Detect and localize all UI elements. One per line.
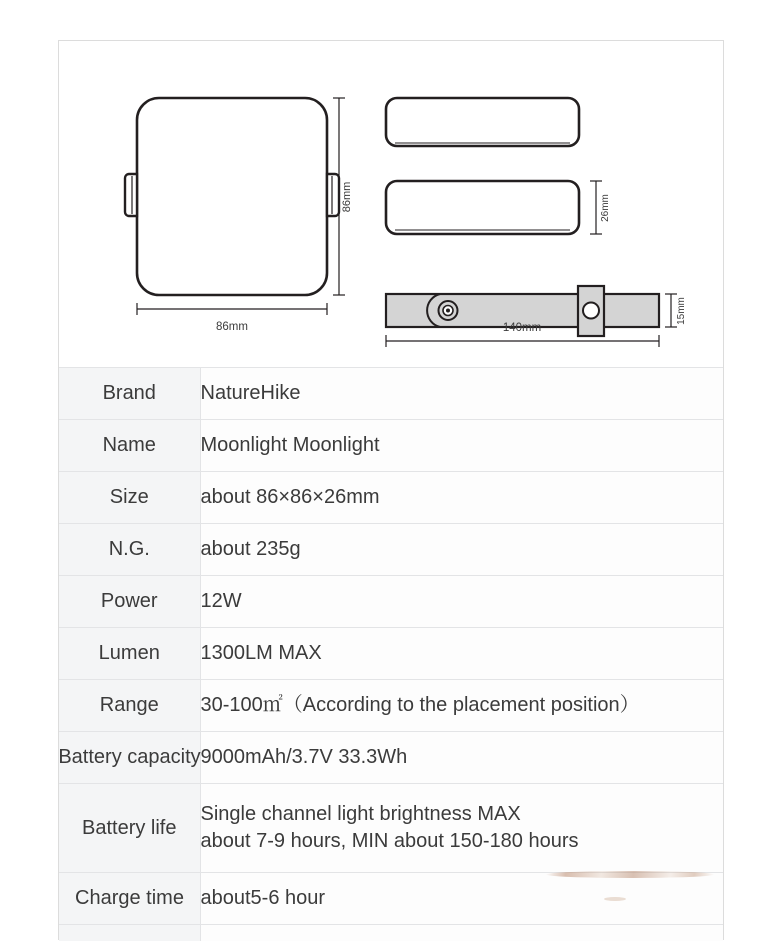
strap-width-label: 140mm [503,322,541,334]
specification-table [59,367,723,941]
left-tab-icon [125,174,137,216]
front-view-drawing [125,98,339,295]
side-view-drawing [386,181,579,234]
table-row [59,873,723,925]
table-row [59,732,723,784]
spec-value-clipped [200,925,723,941]
value-text-line-2: about 7-9 hours, MIN about 150-180 hours [201,828,724,855]
value-text: NatureHike [201,380,724,407]
label-text: Lumen [59,640,200,667]
label-text: Charge time [49,885,210,912]
label-text: Battery capacity [49,744,210,771]
dimension-diagram [59,41,723,366]
strap-buckle-icon [578,286,604,336]
label-text: N.G. [59,536,200,563]
value-text: Moonlight Moonlight [201,432,724,459]
spec-value-name [200,420,723,472]
value-text: 9000mAh/3.7V 33.3Wh [201,744,724,771]
value-text-line-1: Single channel light brightness MAX [201,801,724,828]
spec-value-net-weight [200,524,723,576]
label-text: Name [59,432,200,459]
front-width-label: 86mm [216,321,248,333]
table-row-clipped [59,925,723,941]
spec-value-lumen [200,628,723,680]
table-row [59,524,723,576]
strap-height-label: 15mm [676,297,687,325]
spec-label-battery-life [59,784,200,873]
table-row [59,420,723,472]
spec-value-size [200,472,723,524]
spec-label-net-weight [59,524,200,576]
spec-value-battery-capacity [200,732,723,784]
value-text: about 235g [201,536,724,563]
front-width-dimension [137,303,327,315]
strap-width-dimension [386,335,659,347]
spec-value-brand [200,368,723,420]
label-text: Size [59,484,200,511]
table-row [59,680,723,732]
value-text: 12W [201,588,724,615]
table-row [59,368,723,420]
strap-eyelet-icon [439,301,458,320]
front-height-label: 86mm [341,182,353,213]
spec-label-size [59,472,200,524]
spec-label-power [59,576,200,628]
value-text: 30-100㎡（According to the placement position） [201,692,724,719]
table-row [59,628,723,680]
spec-label-lumen [59,628,200,680]
label-text: Battery life [59,815,200,842]
spec-value-power [200,576,723,628]
table-row [59,576,723,628]
spec-label-charge-time [59,873,200,925]
spec-label-range [59,680,200,732]
spec-label-name [59,420,200,472]
label-text: Brand [59,380,200,407]
value-text: about5-6 hour [201,885,724,912]
side-height-label: 26mm [600,194,611,222]
spec-label-brand [59,368,200,420]
top-view-drawing [386,98,579,146]
spec-value-charge-time [200,873,723,925]
spec-label-battery-capacity [59,732,200,784]
table-row [59,784,723,873]
table-row [59,472,723,524]
right-tab-icon [327,174,339,216]
spec-value-battery-life [200,784,723,873]
spec-value-range [200,680,723,732]
spec-label-clipped [59,925,200,941]
value-text: about 86×86×26mm [201,484,724,511]
label-text: Power [59,588,200,615]
spec-sheet [58,40,724,940]
label-text: Range [59,692,200,719]
value-text: 1300LM MAX [201,640,724,667]
